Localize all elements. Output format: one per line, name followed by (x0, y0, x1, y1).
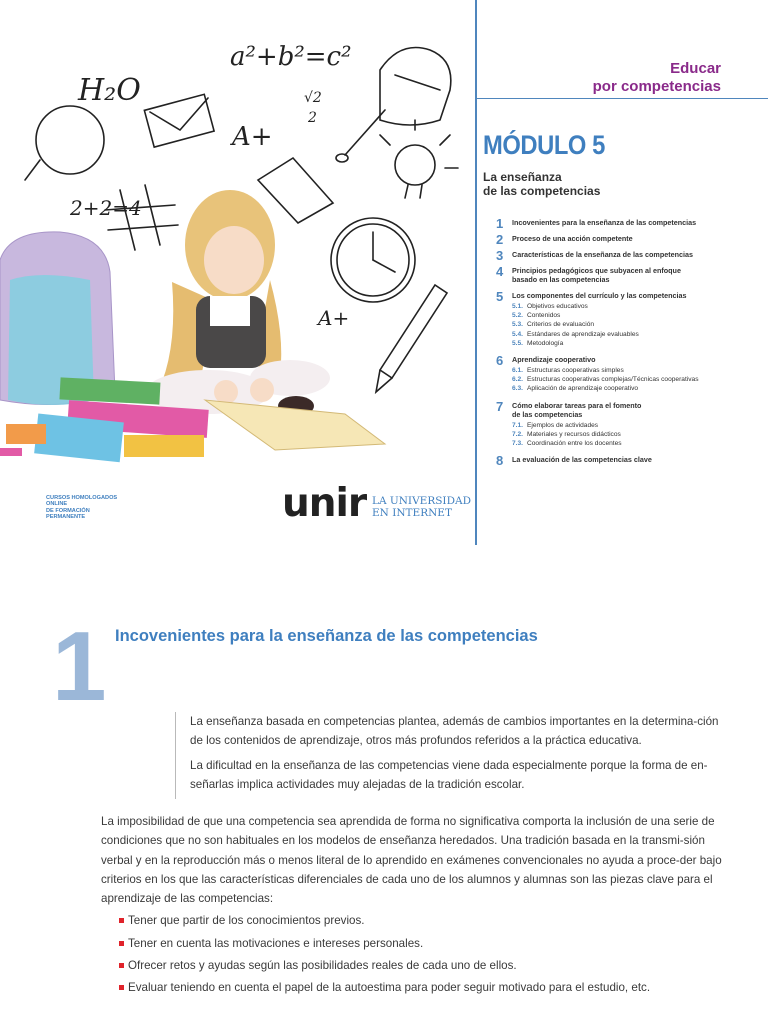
module-title: MÓDULO 5 (483, 130, 605, 160)
toc-number: 4 (496, 264, 504, 279)
toc-subitem-text: Criterios de evaluación (527, 321, 595, 329)
table-of-contents (496, 218, 746, 471)
toc-number: 8 (496, 453, 504, 469)
series-title (593, 60, 721, 96)
list-item-text: Evaluar teniendo en cuenta el papel de la autoestima para poder seguir motivado para el estudio, etc. (128, 981, 651, 995)
toc-subitem-number: 6.3. (512, 385, 523, 393)
toc-subitem (512, 330, 746, 339)
toc-item-6 (496, 355, 746, 394)
toc-subitem-number: 5.4. (512, 330, 523, 338)
section-title: Incovenientes para la enseñanza de las competencias (115, 627, 538, 645)
toc-item-7 (496, 398, 746, 449)
bullet-icon (119, 963, 124, 968)
grade-doodle-2: A+ (318, 306, 350, 330)
toc-subitem-number: 6.2. (512, 376, 523, 384)
toc-number: 5 (496, 289, 504, 304)
toc-item-3 (496, 248, 746, 263)
module-subtitle-line-1: La enseñanza (483, 170, 562, 184)
bullet-icon (119, 918, 124, 923)
toc-sublist (512, 366, 746, 394)
toc-number: 7 (496, 398, 504, 414)
module-subtitle-line-2: de las competencias (483, 184, 601, 198)
toc-item-2 (496, 232, 746, 247)
module-subtitle (483, 170, 600, 198)
toc-title: Incovenientes para la enseñanza de las competencias (512, 218, 697, 227)
toc-number: 6 (496, 353, 504, 369)
list-item (101, 933, 726, 955)
toc-subitem-text: Metodología (527, 339, 564, 347)
list-item-text: Tener que partir de los conocimientos previos. (128, 914, 365, 928)
toc-title: Los componentes del currículo y las competencias (512, 291, 687, 300)
unir-tagline-2: EN INTERNET (372, 507, 452, 519)
toc-title: de las competencias (512, 409, 583, 419)
toc-title: Principios pedagógicos que subyacen al enfoque (512, 266, 681, 275)
toc-subitem-number: 6.1. (512, 367, 523, 375)
toc-subitem-text: Objetivos educativos (527, 303, 588, 310)
unir-wordmark: unir (282, 481, 367, 526)
toc-number: 2 (496, 232, 504, 247)
bullet-icon (119, 985, 124, 990)
section-number: 1 (52, 611, 107, 721)
courses-line-4: PERMANENTE (46, 514, 86, 521)
toc-subitem-text: Coordinación entre los docentes (527, 440, 622, 448)
toc-sublist (512, 302, 746, 348)
toc-subitem (512, 366, 746, 375)
toc-subitem-text: Ejemplos de actividades (527, 421, 599, 429)
toc-subitem (512, 430, 746, 439)
courses-label (46, 495, 117, 521)
unir-tagline-1: LA UNIVERSIDAD (372, 495, 471, 507)
series-line-1: Educar (670, 60, 721, 77)
toc-subitem-text: Contenidos (527, 312, 561, 320)
water-doodle: H₂O (78, 73, 141, 108)
toc-title: La evaluación de las competencias clave (512, 455, 652, 465)
vertical-divider (475, 0, 477, 545)
toc-subitem-text: Estándares de aprendizaje evaluables (527, 330, 639, 338)
series-line-2: por competencias (592, 78, 721, 95)
courses-line-1: CURSOS HOMOLOGADOS (46, 495, 118, 501)
cover-illustration (0, 20, 470, 490)
sqrt-den-doodle: 2 (308, 110, 317, 126)
quote-paragraph-1: La enseñanza basada en competencias plantea, además de cambios importantes en la determina-ción de los contenidos de aprendizaje, otros más profundos referidos a la práctica educativa. (190, 715, 719, 748)
toc-subitem-number: 5.3. (512, 321, 523, 329)
toc-subitem (512, 339, 746, 348)
section-body (101, 812, 726, 999)
bullet-list (101, 910, 726, 999)
toc-subitem (512, 311, 746, 320)
toc-subitem-text: Estructuras cooperativas simples (527, 367, 624, 375)
toc-subitem-text: Aplicación de aprendizaje cooperativo (527, 385, 639, 393)
list-item (101, 910, 726, 932)
bullet-icon (119, 941, 124, 946)
courses-line-3: DE FORMACIÓN (46, 507, 90, 514)
courses-line-2: ONLINE (46, 501, 68, 508)
toc-subitem (512, 384, 746, 393)
toc-subitem-text: Estructuras cooperativas complejas/Técnicas cooperativas (527, 376, 699, 384)
toc-title: Cómo elaborar tareas para el fomento (512, 400, 642, 410)
toc-subitem (512, 302, 746, 311)
toc-sublist (512, 421, 746, 449)
toc-subitem-number: 5.5. (512, 339, 523, 347)
toc-item-1 (496, 216, 746, 231)
toc-subitem (512, 421, 746, 430)
quote-paragraph-2: La dificultad en la enseñanza de las competencias viene dada especialmente porque la forma de en-señarlas implica actividades muy alejadas de la tradición escolar. (190, 758, 708, 791)
toc-title: Proceso de una acción competente (512, 234, 633, 243)
toc-title: Características de la enseñanza de las competencias (512, 250, 693, 259)
list-item (101, 955, 726, 977)
toc-subitem-number: 7.2. (512, 430, 523, 438)
list-item-text: Tener en cuenta las motivaciones e intereses personales. (128, 936, 424, 950)
toc-subitem-number: 5.1. (512, 303, 523, 310)
list-item (101, 977, 726, 999)
toc-subitem (512, 320, 746, 329)
toc-item-4 (496, 266, 746, 284)
toc-number: 1 (496, 216, 504, 231)
toc-item-8 (496, 453, 746, 469)
horizontal-divider (477, 98, 768, 99)
toc-subitem-number: 5.2. (512, 312, 523, 320)
toc-subitem-text: Materiales y recursos didácticos (527, 430, 621, 438)
unir-tagline (372, 495, 471, 519)
intro-quote (175, 712, 728, 799)
body-paragraph: La imposibilidad de que una competencia sea aprendida de forma no significativa comporta la inclusión de una serie de condiciones que no son habituales en los modelos de enseñanza heredados. Una tradición basada en la transmi-sión verbal y en la reproducción más o menos literal de lo aprendido en exámenes convencionales no ayuda a proce-der bajo criterios en los que las características diferenciales de cada uno de los alumnos y alumnas son las piezas clave para el aprendizaje de las competencias: (101, 815, 722, 906)
toc-item-5 (496, 291, 746, 348)
toc-subitem-number: 7.3. (512, 440, 523, 448)
toc-title: Aprendizaje cooperativo (512, 355, 596, 365)
grade-doodle: A+ (232, 122, 273, 152)
toc-title: basado en las competencias (512, 275, 610, 284)
toc-number: 3 (496, 248, 504, 263)
list-item-text: Ofrecer retos y ayudas según las posibilidades reales de cada uno de ellos. (128, 958, 517, 972)
equation-doodle: 2+2=4 (70, 196, 142, 220)
formula-doodle: a²+b²=c² (230, 42, 352, 72)
toc-subitem-number: 7.1. (512, 421, 523, 429)
toc-subitem (512, 439, 746, 448)
sqrt-doodle: √2 (304, 90, 322, 106)
toc-subitem (512, 375, 746, 384)
